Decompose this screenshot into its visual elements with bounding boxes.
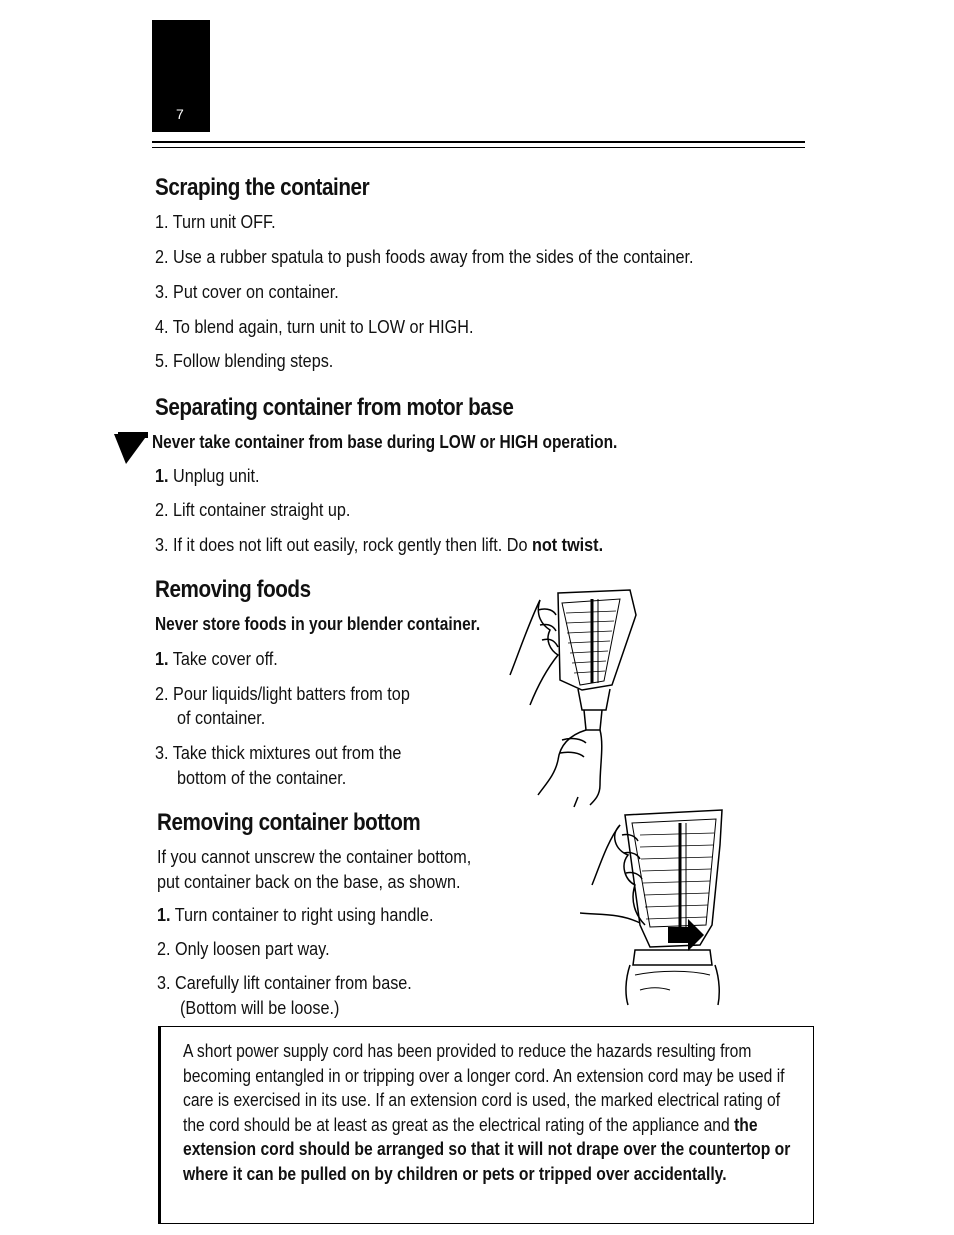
header-rule-thin [152, 147, 805, 148]
step-number: 1. [155, 649, 169, 669]
notice-emphasis-text: the extension cord should be arranged so that it will not drape over the countertop or where it can be pulled on by children or pets or tripped over accidentally. [183, 1114, 791, 1184]
removing-bottom-step-2: 2. Only loosen part way. [157, 939, 330, 959]
warning-triangle-icon [114, 432, 150, 466]
scraping-step-2: 2. Use a rubber spatula to push foods away from the sides of the container. [155, 247, 694, 267]
notice-plain-text: A short power supply cord has been provided to reduce the hazards resulting from becoming entangled in or tripping over a longer cord. An extension cord may be used if care is exercised in its use. If an extension cord is used, the marked electrical rating of the cord should be at least as great as the electrical rating of the appliance and [183, 1041, 785, 1135]
separating-step-2: 2. Lift container straight up. [155, 500, 351, 520]
removing-foods-step-3-cont: bottom of the container. [177, 768, 347, 788]
step-text: 3. If it does not lift out easily, rock gently then lift. Do [155, 535, 532, 555]
removing-foods-step-1 [155, 648, 278, 670]
scraping-step-3: 3. Put cover on container. [155, 282, 339, 302]
removing-foods-warning: Never store foods in your blender container. [155, 614, 481, 634]
separating-warning: Never take container from base during LOW or HIGH operation. [152, 432, 618, 452]
step-number: 1. [157, 905, 171, 925]
separating-step-3 [155, 534, 603, 556]
scraping-step-5: 5. Follow blending steps. [155, 351, 334, 371]
section-title-removing-bottom: Removing container bottom [157, 809, 421, 836]
removing-foods-step-2: 2. Pour liquids/light batters from top [155, 684, 410, 704]
removing-bottom-intro-2: put container back on the base, as shown. [157, 872, 461, 892]
extension-cord-notice [158, 1026, 814, 1224]
step-text: Turn container to right using handle. [170, 905, 434, 925]
header-rule [152, 141, 805, 143]
removing-bottom-step-3: 3. Carefully lift container from base. [157, 973, 412, 993]
container-on-base-illustration [580, 805, 730, 1010]
section-title-removing-foods: Removing foods [155, 576, 311, 603]
container-removal-illustration [500, 585, 645, 810]
separating-step-1 [155, 465, 259, 487]
step-text: Take cover off. [168, 649, 278, 669]
notice-text [183, 1039, 801, 1186]
section-title-separating: Separating container from motor base [155, 394, 514, 421]
step-number: 1. [155, 466, 169, 486]
step-text: Unplug unit. [168, 466, 260, 486]
scraping-step-4: 4. To blend again, turn unit to LOW or HIGH. [155, 317, 474, 337]
page-number: 7 [176, 106, 184, 122]
page-number-tab [152, 20, 210, 132]
removing-foods-step-3: 3. Take thick mixtures out from the [155, 743, 402, 763]
removing-bottom-step-3-cont: (Bottom will be loose.) [180, 998, 340, 1018]
scraping-step-1: 1. Turn unit OFF. [155, 212, 276, 232]
removing-bottom-intro-1: If you cannot unscrew the container bottom, [157, 847, 472, 867]
step-emphasis: not twist. [531, 535, 604, 555]
removing-foods-step-2-cont: of container. [177, 708, 266, 728]
removing-bottom-step-1 [157, 904, 433, 926]
section-title-scraping: Scraping the container [155, 174, 370, 201]
